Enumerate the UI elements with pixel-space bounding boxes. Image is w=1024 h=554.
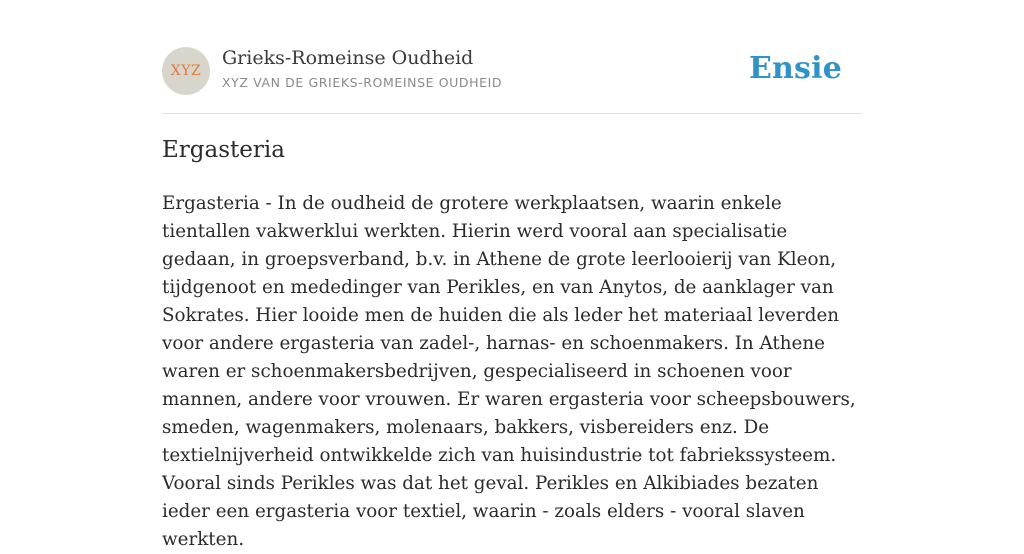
- entry-card: [162, 0, 862, 550]
- header-divider: [162, 113, 862, 114]
- source-title[interactable]: Grieks-Romeinse Oudheid: [222, 47, 474, 69]
- entry-title: Ergasteria: [162, 137, 285, 163]
- entry-body: Ergasteria - In de oudheid de grotere werkplaatsen, waarin enkele tientallen vakwerklui werkten. Hierin werd vooral aan specialisatie gedaan, in groepsverband, b.v. in Athene de grote leerlooierij van Kleon, tijdgenoot en mededinger van Perikles, en van Anytos, de aanklager van Sokrates. Hier looide men de huiden die als leder het materiaal leverden voor andere ergasteria van zadel-, harnas- en schoenmakers. In Athene waren er schoenmakersbedrijven, gespecialiseerd in schoenen voor mannen, andere voor vrouwen. Er waren ergasteria voor scheepsbouwers, smeden, wagenmakers, molenaars, bakkers, visbereiders enz. De textielnijverheid ontwikkelde zich van huisindustrie tot fabriekssysteem. Vooral sinds Perikles was dat het geval. Perikles en Alkibiades bezaten ieder een ergasteria voor textiel, waarin - zoals elders - vooral slaven werkten.: [162, 193, 856, 550]
- source-avatar[interactable]: XYZ: [162, 47, 210, 95]
- source-subtitle[interactable]: XYZ VAN DE GRIEKS-ROMEINSE OUDHEID: [222, 75, 503, 90]
- source-header: [162, 47, 862, 95]
- ensie-logo[interactable]: Ensie: [748, 51, 842, 86]
